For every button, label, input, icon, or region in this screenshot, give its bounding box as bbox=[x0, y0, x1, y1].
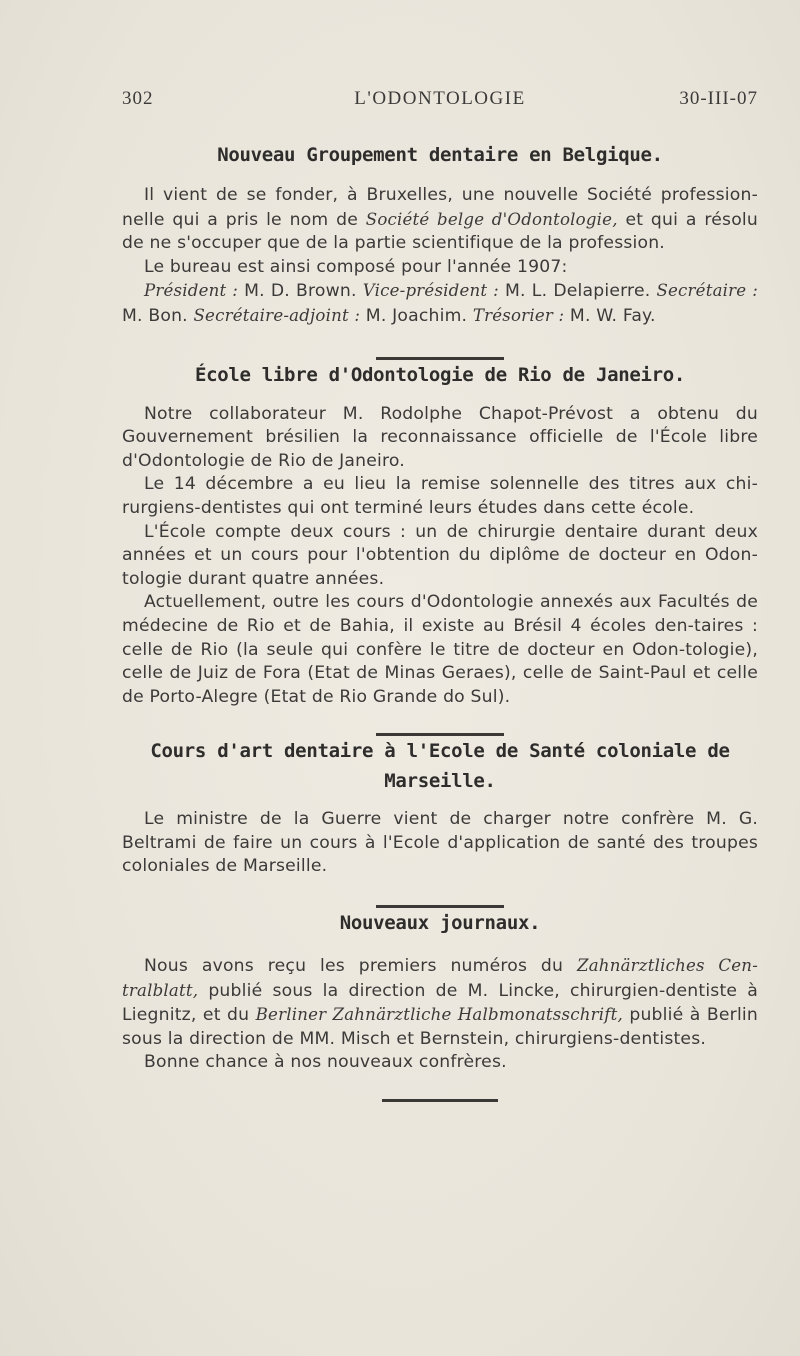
running-header bbox=[122, 88, 758, 114]
paragraph: L'École compte deux cours : un de chirurgie dentaire durant deux années et un cours pour l'obtention du diplôme de docteur en Odon-tologie durant quatre années. bbox=[122, 521, 758, 589]
section-body-rio bbox=[122, 403, 758, 710]
assistant-secretary-name: M. Joachim. bbox=[360, 305, 473, 326]
society-name: Société belge d'Odontologie, bbox=[365, 209, 618, 229]
section-body-belgique bbox=[122, 184, 758, 329]
treasurer-name: M. W. Fay. bbox=[564, 305, 656, 326]
paragraph bbox=[122, 954, 758, 1051]
section-body-journaux bbox=[122, 954, 758, 1075]
text-run: Il vient de se fonder, à Bruxelles, une nouvelle Société profession-nelle qui a pris le nom de bbox=[122, 185, 758, 230]
page-content bbox=[122, 140, 758, 1102]
journal-name: Zahnärztliches Cen-tralblatt, bbox=[122, 956, 759, 1000]
journal-title: L'ODONTOLOGIE bbox=[354, 88, 526, 109]
officers-list bbox=[122, 279, 758, 328]
section-title-belgique: Nouveau Groupement dentaire en Belgique. bbox=[217, 144, 663, 166]
vice-president-label: Vice-président : bbox=[362, 281, 499, 301]
section-title-marseille: Cours d'art dentaire à l'Ecole de Santé coloniale de Marseille. bbox=[150, 740, 730, 793]
president-name: M. D. Brown. bbox=[238, 281, 363, 302]
assistant-secretary-label: Secrétaire-adjoint : bbox=[193, 305, 361, 325]
paragraph bbox=[122, 184, 758, 256]
text-run: Nous avons reçu les premiers numéros du bbox=[144, 956, 577, 977]
paragraph: Le 14 décembre a eu lieu la remise solennelle des titres aux chi-rurgiens-dentistes qui ont terminé leurs études dans cette école. bbox=[122, 474, 758, 518]
text-run: publié à Berlin sous la direction de MM. Misch et Bernstein, chirurgiens-dentistes. bbox=[122, 1005, 758, 1049]
paragraph: Le ministre de la Guerre vient de charger notre confrère M. G. Beltrami de faire un cours à l'Ecole d'application de santé des troupes coloniales de Marseille. bbox=[122, 809, 758, 877]
president-label: Président : bbox=[144, 281, 239, 301]
text-run: publié sous la direction de M. Lincke, chirurgien-dentiste à Liegnitz, et du bbox=[122, 980, 758, 1026]
section-title-rio: École libre d'Odontologie de Rio de Janeiro. bbox=[194, 363, 686, 386]
page-number: 302 bbox=[122, 88, 154, 109]
paragraph: Actuellement, outre les cours d'Odontologie annexés aux Facultés de médecine de Rio et de Bahia, il existe au Brésil 4 écoles den-taires : celle de Rio (la seule qui confère le titre de docteur en Odon-tologie), celle de Juiz de Fora (Etat de Minas Geraes), celle de Saint-Paul et celle de Porto-Alegre (Etat de Rio Grande do Sul). bbox=[122, 592, 758, 707]
issue-date: 30-III-07 bbox=[679, 88, 758, 109]
paragraph: Notre collaborateur M. Rodolphe Chapot-Prévost a obtenu du Gouvernement brésilien la reconnaissance officielle de l'École libre d'Odontologie de Rio de Janeiro. bbox=[122, 403, 758, 471]
section-body-marseille bbox=[122, 808, 758, 879]
text-run: et qui a résolu de ne s'occuper que de la partie scientifique de la profession. bbox=[122, 209, 758, 254]
journal-name: Berliner Zahnärztliche Halbmonatsschrift, bbox=[255, 1005, 623, 1025]
vice-president-name: M. L. Delapierre. bbox=[498, 281, 651, 302]
secretary-name: M. Bon. bbox=[122, 305, 194, 326]
treasurer-label: Trésorier : bbox=[472, 305, 565, 325]
paragraph: Le bureau est ainsi composé pour l'année 1907: bbox=[144, 256, 568, 277]
secretary-label: Secrétaire : bbox=[656, 281, 759, 301]
end-divider bbox=[382, 1099, 498, 1102]
section-title-journaux: Nouveaux journaux. bbox=[339, 912, 541, 935]
paragraph: Bonne chance à nos nouveaux confrères. bbox=[144, 1052, 507, 1073]
